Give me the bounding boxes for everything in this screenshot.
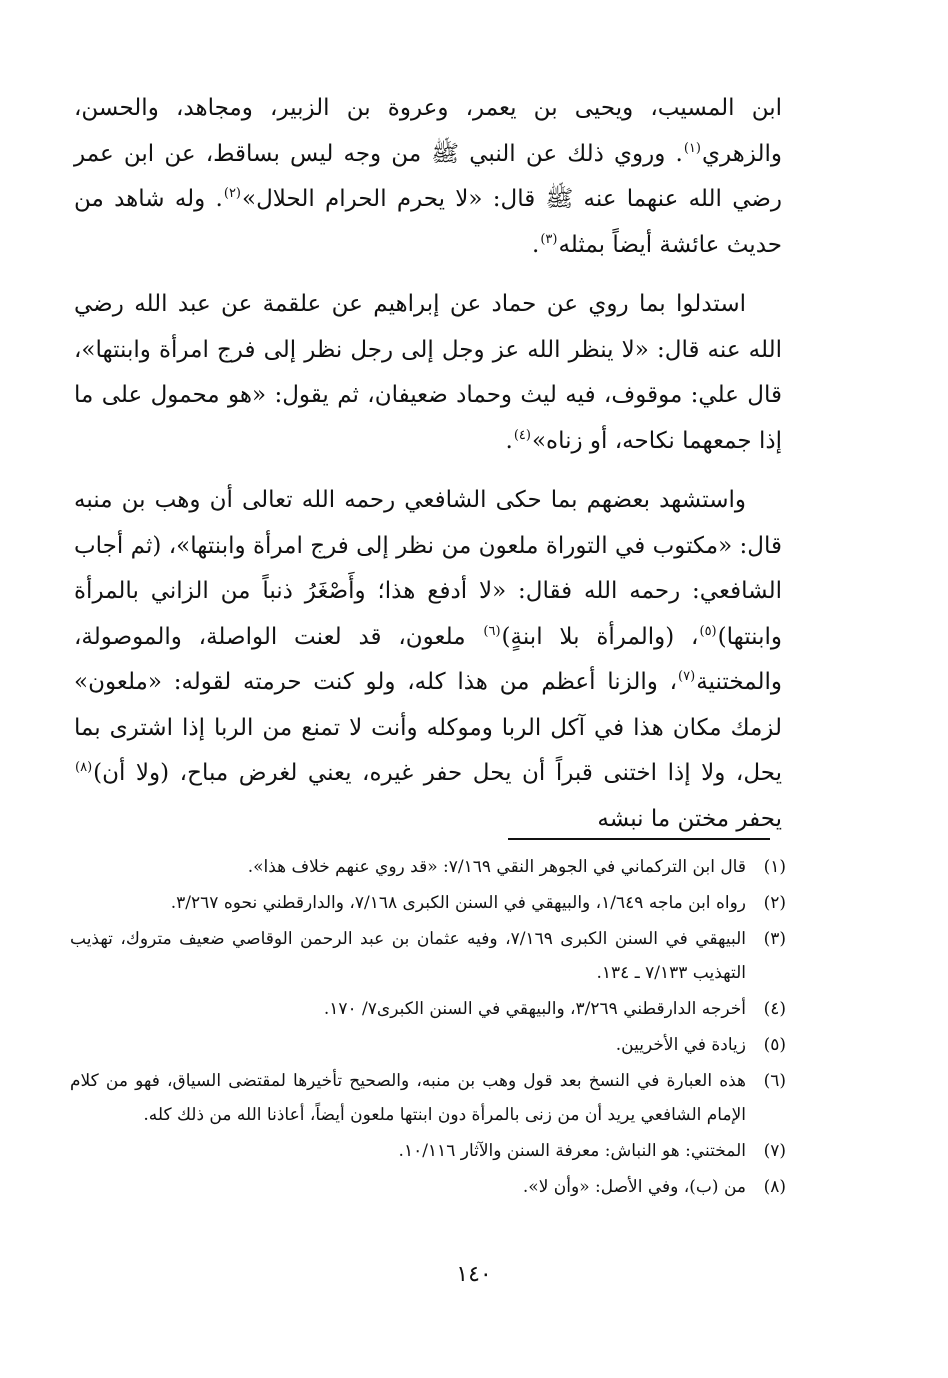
footnote-separator	[508, 838, 770, 840]
paragraph-text: .	[532, 231, 540, 258]
paragraph-text: يحفر مختن ما نبشه	[597, 805, 782, 832]
footnote-text: زيادة في الأخريين.	[615, 1035, 746, 1055]
footnote-7	[70, 1134, 786, 1168]
footnote-2	[70, 886, 786, 920]
paragraph-1	[74, 86, 782, 268]
footnote-6	[70, 1064, 786, 1132]
footnote-number: (٦)	[763, 1071, 786, 1091]
page-number: ١٤٠	[456, 1262, 492, 1287]
paragraph-text: ابن المسيب، ويحيى بن يعمر، وعروة بن الزبير، ومجاهد، والحسن، والزهري	[74, 95, 782, 167]
footnote-number: (٧)	[763, 1141, 786, 1161]
footnote-ref-3[interactable]: (٣)	[540, 231, 558, 247]
footnote-ref-1[interactable]: (١)	[683, 140, 701, 156]
footnote-number: (٢)	[763, 893, 786, 913]
footnote-ref-4[interactable]: (٤)	[513, 427, 531, 443]
footnote-number: (١)	[763, 857, 786, 877]
paragraph-text: ، والزنا أعظم من هذا كله، ولو كنت حرمته لقوله: «ملعون» لزمك مكان هذا في آكل الربا وموكله وأنت لا تمنع من الربا إذا اشترى بما يحل، ولا إذا اختنى قبراً أن يحل حفر غيره، يعني لغرض مباح، (ولا أن)	[74, 669, 782, 786]
footnote-ref-6[interactable]: (٦)	[483, 623, 501, 639]
paragraph-text: .	[505, 427, 513, 454]
footnote-ref-5[interactable]: (٥)	[699, 623, 717, 639]
footnote-ref-7[interactable]: (٧)	[678, 669, 696, 685]
footnote-4	[70, 992, 786, 1026]
footnote-3	[70, 922, 786, 990]
footnote-8	[70, 1170, 786, 1204]
footnote-text: من (ب)، وفي الأصل: «وأن لا».	[522, 1177, 746, 1197]
footnote-text: هذه العبارة في النسخ بعد قول وهب بن منبه، والصحيح تأخيرها لمقتضى السياق، فهو من كلام الإمام الشافعي يريد أن من زنى بالمرأة دون ابنتها ملعون أيضاً، أعاذنا الله من ذلك كله.	[70, 1071, 746, 1125]
paragraph-3	[74, 478, 782, 842]
footnote-text: أخرجه الدارقطني ٣/٢٦٩، والبيهقي في السنن الكبرى٧/ ١٧٠.	[323, 999, 746, 1019]
paragraph-text: واستشهد بعضهم بما حكى الشافعي رحمه الله تعالى أن وهب بن منبه قال: «مكتوب في التوراة ملعون من نظر إلى فرج امرأة وابنتها»، (ثم أجاب الشافعي: رحمه الله فقال: «لا أدفع هذا؛ وأَصْغَرُ ذنباً من الزاني بالمرأة وابنتها)	[74, 487, 782, 650]
footnote-text: البيهقي في السنن الكبرى ٧/١٦٩، وفيه عثمان بن عبد الرحمن الوقاصي ضعيف متروك، تهذيب التهذيب ٧/١٣٣ ـ ١٣٤.	[70, 929, 746, 983]
footnotes	[70, 850, 786, 1206]
paragraph-text: ملعون، قد لعنت الواصلة، والموصولة، والمختنية	[74, 623, 782, 695]
footnote-ref-2[interactable]: (٢)	[223, 186, 241, 202]
footnote-number: (٨)	[763, 1177, 786, 1197]
footnote-text: رواه ابن ماجه ١/٦٤٩، والبيهقي في السنن الكبرى ٧/١٦٨، والدارقطني نحوه ٣/٢٦٧.	[170, 893, 746, 913]
paragraph-text: . وروي ذلك عن النبي ﷺ من وجه ليس بساقط، عن ابن عمر رضي الله عنهما عنه ﷺ قال: «لا يحرم الحرام الحلال»	[74, 140, 783, 212]
paragraph-text: استدلوا بما روي عن حماد عن إبراهيم عن علقمة عن عبد الله رضي الله عنه قال: «لا ينظر الله عز وجل إلى رجل نظر إلى فرج امرأة وابنتها»، قال علي: موقوف، فيه ليث وحماد ضعيفان، ثم يقول: «هو محمول على ما إذا جمعهما نكاحه، أو زناه»	[74, 291, 782, 454]
footnote-ref-8[interactable]: (٨)	[75, 760, 93, 776]
paragraph-text: . وله شاهد من حديث عائشة أيضاً بمثله	[74, 186, 782, 258]
footnote-number: (٥)	[763, 1035, 786, 1055]
paragraph-text: ، (والمرأة بلا ابنةٍ)	[501, 623, 699, 650]
footnote-5	[70, 1028, 786, 1062]
footnote-text: قال ابن التركماني في الجوهر النقي ٧/١٦٩: «قد روي عنهم خلاف هذا».	[247, 857, 746, 877]
footnote-number: (٤)	[763, 999, 786, 1019]
footnote-text: المختني: هو النباش: معرفة السنن والآثار ١٠/١١٦.	[398, 1141, 746, 1161]
main-text	[74, 86, 782, 856]
footnote-number: (٣)	[763, 929, 786, 949]
paragraph-2	[74, 282, 782, 464]
footnote-1	[70, 850, 786, 884]
